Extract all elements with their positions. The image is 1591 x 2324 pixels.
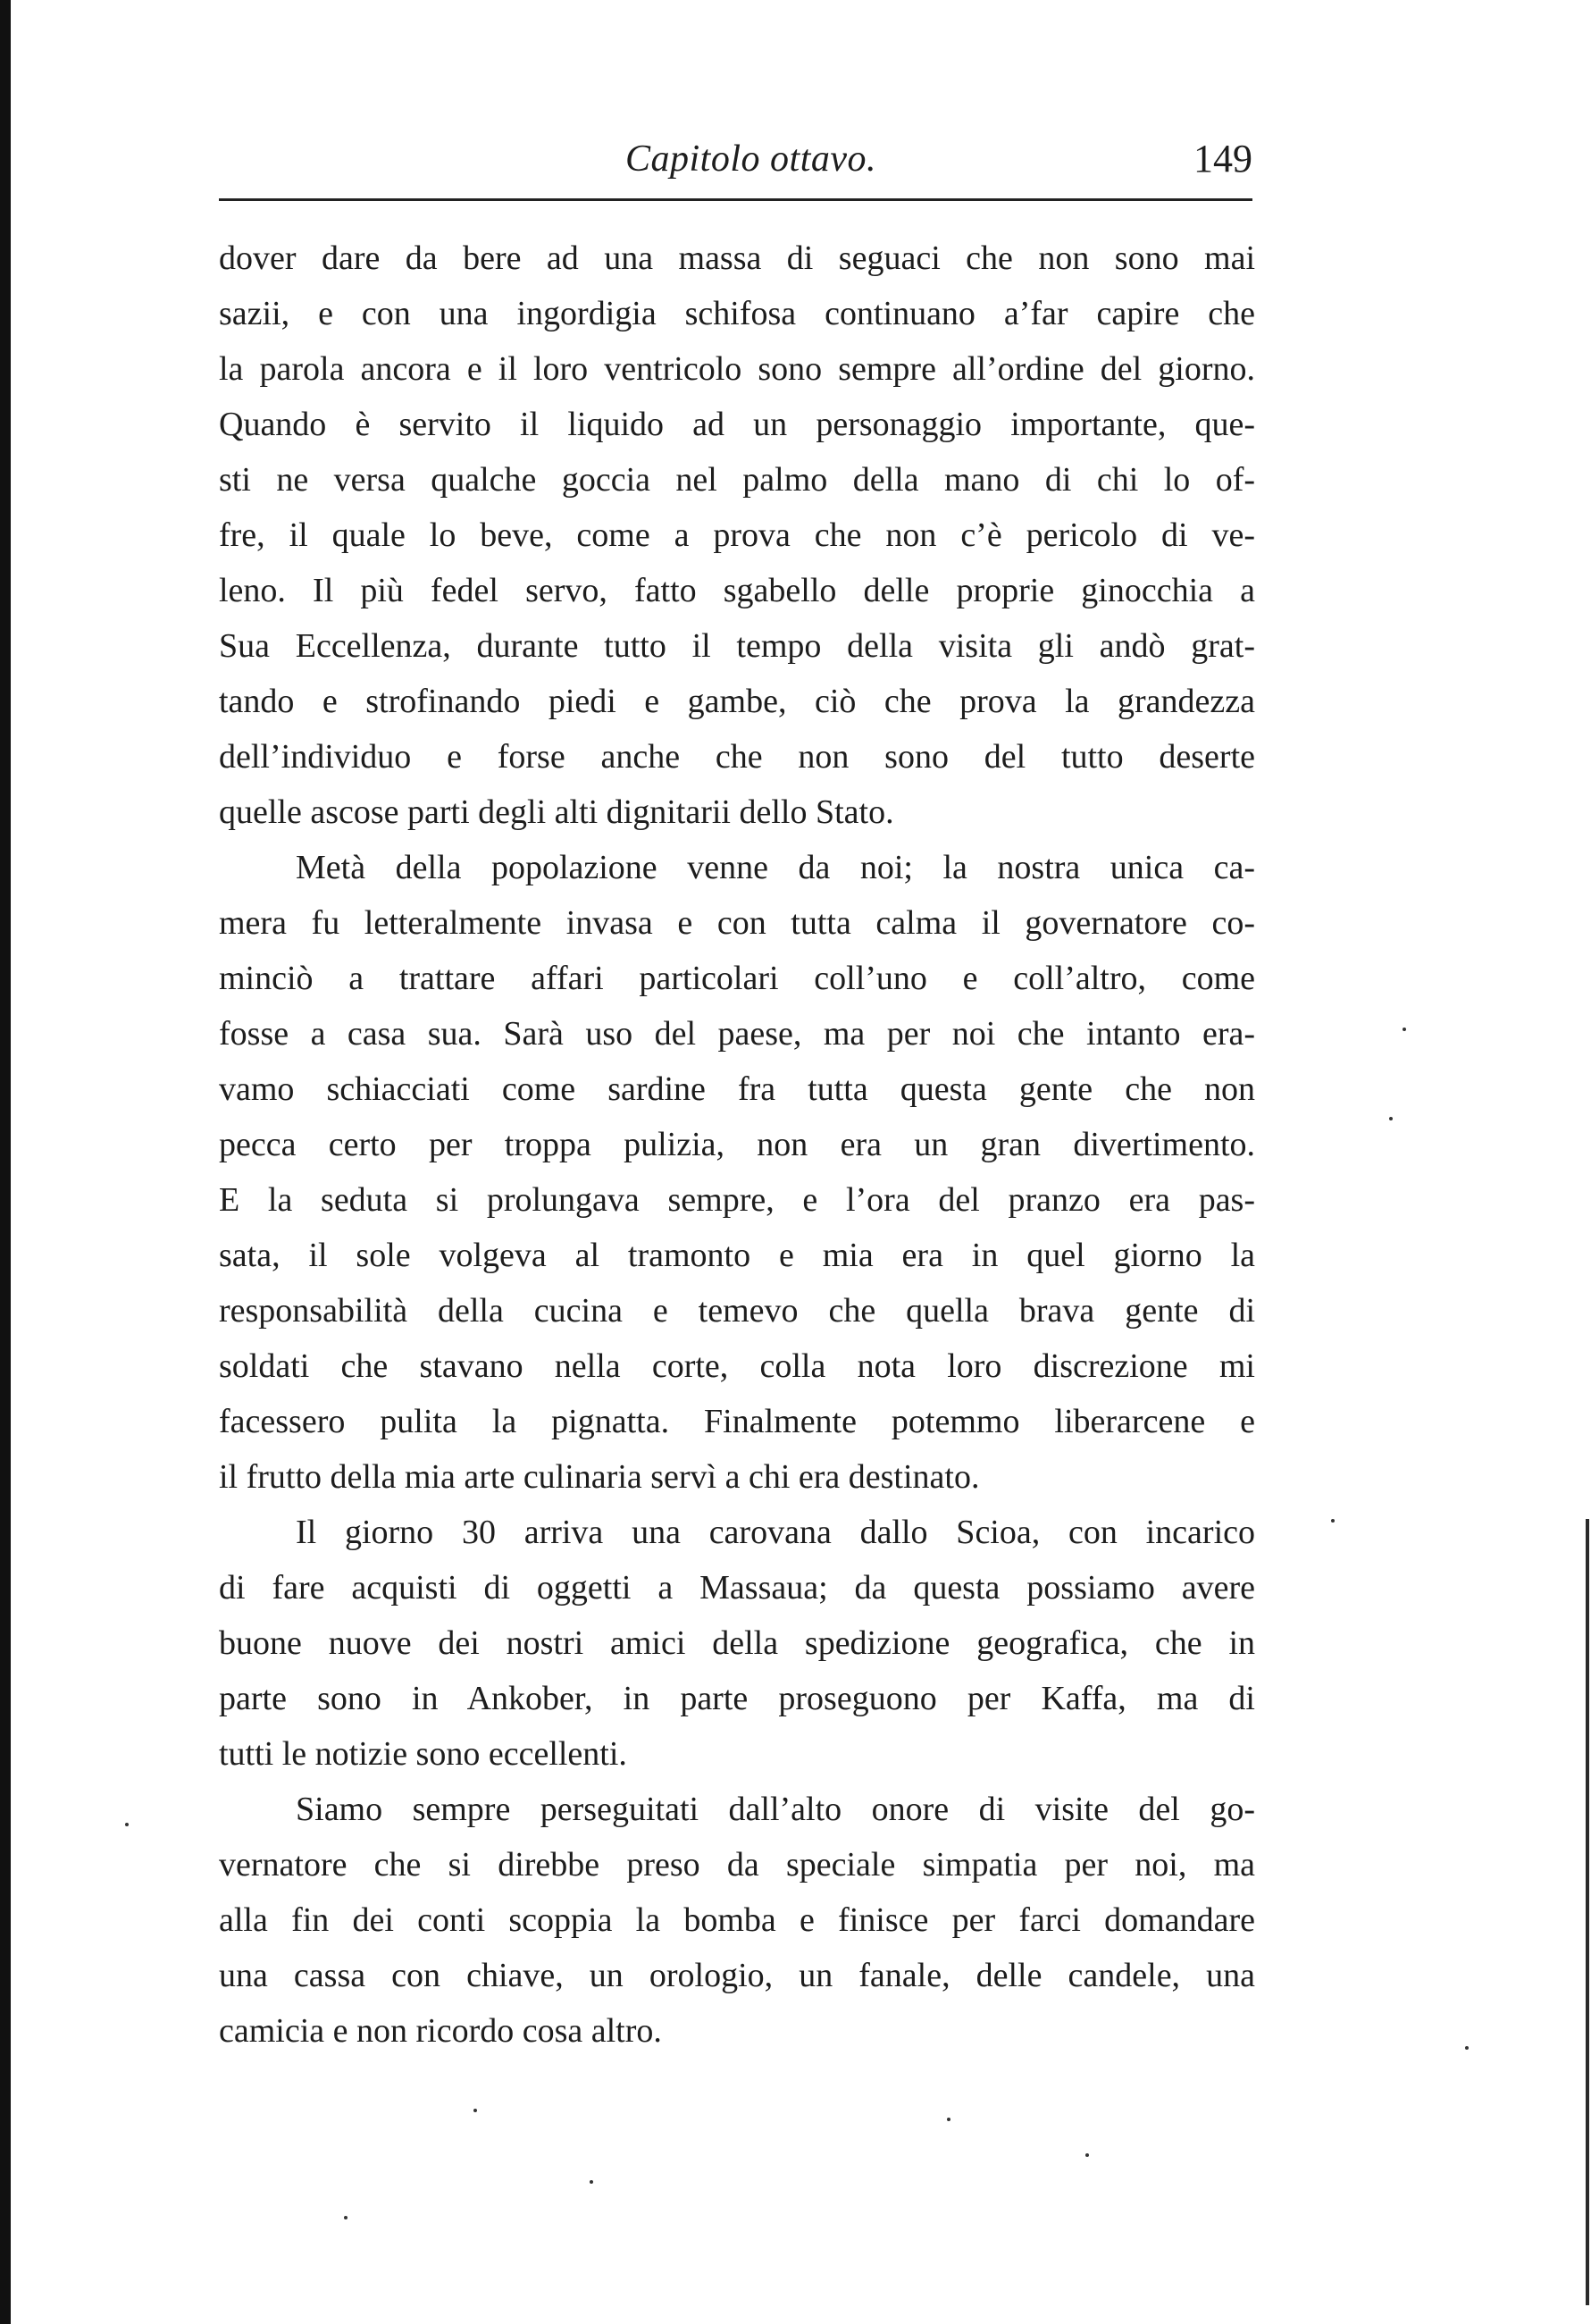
scan-speck [1085,2153,1089,2157]
page-binding-edge [0,0,11,2324]
text-line: Metà della popolazione venne da noi; la nostra unica ca- [296,849,1255,886]
text-line: facessero pulita la pignatta. Finalmente potemmo liberarcene e [219,1403,1255,1440]
scan-speck [125,1823,129,1826]
text-line: quelle ascose parti degli alti dignitarii dello Stato. [219,793,894,831]
text-line: Sua Eccellenza, durante tutto il tempo della visita gli andò grat- [219,627,1255,665]
text-line: minciò a trattare affari particolari coll’uno e coll’altro, come [219,960,1255,997]
text-line: vernatore che si direbbe preso da speciale simpatia per noi, ma [219,1846,1255,1884]
paragraph-2 [219,840,1255,1505]
body-text [219,231,1255,2059]
running-title: Capitolo ottavo. [625,138,876,180]
text-line: parte sono in Ankober, in parte proseguono per Kaffa, ma di [219,1680,1255,1717]
text-line: la parola ancora e il loro ventricolo sono sempre all’ordine del giorno. [219,350,1255,388]
scan-speck [1389,1117,1393,1120]
text-line: fre, il quale lo beve, come a prova che non c’è pericolo di ve- [219,516,1255,554]
text-line: mera fu letteralmente invasa e con tutta calma il governatore co- [219,904,1255,942]
text-line: alla fin dei conti scoppia la bomba e finisce per farci domandare [219,1901,1255,1939]
text-line: di fare acquisti di oggetti a Massaua; da questa possiamo avere [219,1569,1255,1607]
scan-speck [1403,1028,1406,1031]
text-line: tutti le notizie sono eccellenti. [219,1735,627,1773]
scan-speck [1465,2046,1469,2050]
text-line: una cassa con chiave, un orologio, un fanale, delle candele, una [219,1957,1255,1994]
paragraph-1 [219,231,1255,840]
text-line: dell’individuo e forse anche che non sono del tutto deserte [219,738,1255,776]
scan-speck [473,2109,477,2112]
text-line: Quando è servito il liquido ad un personaggio importante, que- [219,406,1255,443]
text-line: il frutto della mia arte culinaria servì a chi era destinato. [219,1458,980,1496]
text-line: fosse a casa sua. Sarà uso del paese, ma per noi che intanto era- [219,1015,1255,1053]
page-header [219,132,1252,186]
scan-speck [947,2118,950,2121]
text-line: dover dare da bere ad una massa di seguaci che non sono mai [219,239,1255,277]
text-line: camicia e non ricordo cosa altro. [219,2012,662,2050]
page-right-edge [1586,1519,1589,2305]
text-line: sazii, e con una ingordigia schifosa continuano a’far capire che [219,295,1255,332]
text-line: sti ne versa qualche goccia nel palmo della mano di chi lo of- [219,461,1255,499]
text-line: leno. Il più fedel servo, fatto sgabello delle proprie ginocchia a [219,572,1255,609]
scan-speck [590,2180,593,2184]
text-line: sata, il sole volgeva al tramonto e mia era in quel giorno la [219,1237,1255,1274]
text-line: tando e strofinando piedi e gambe, ciò che prova la grandezza [219,683,1255,720]
text-line: soldati che stavano nella corte, colla nota loro discrezione mi [219,1347,1255,1385]
text-line: responsabilità della cucina e temevo che quella brava gente di [219,1292,1255,1330]
text-line: Il giorno 30 arriva una carovana dallo Scioa, con incarico [296,1514,1255,1551]
paragraph-4 [219,1782,1255,2059]
scan-speck [1331,1519,1335,1523]
text-line: E la seduta si prolungava sempre, e l’ora del pranzo era pas- [219,1181,1255,1219]
text-line: buone nuove dei nostri amici della spedizione geografica, che in [219,1624,1255,1662]
text-line: pecca certo per troppa pulizia, non era un gran divertimento. [219,1126,1255,1163]
scan-speck [344,2216,348,2219]
text-line: vamo schiacciati come sardine fra tutta questa gente che non [219,1070,1255,1108]
header-rule [219,198,1252,201]
page-number: 149 [1193,137,1252,180]
text-line: Siamo sempre perseguitati dall’alto onore di visite del go- [296,1791,1255,1828]
paragraph-3 [219,1505,1255,1782]
